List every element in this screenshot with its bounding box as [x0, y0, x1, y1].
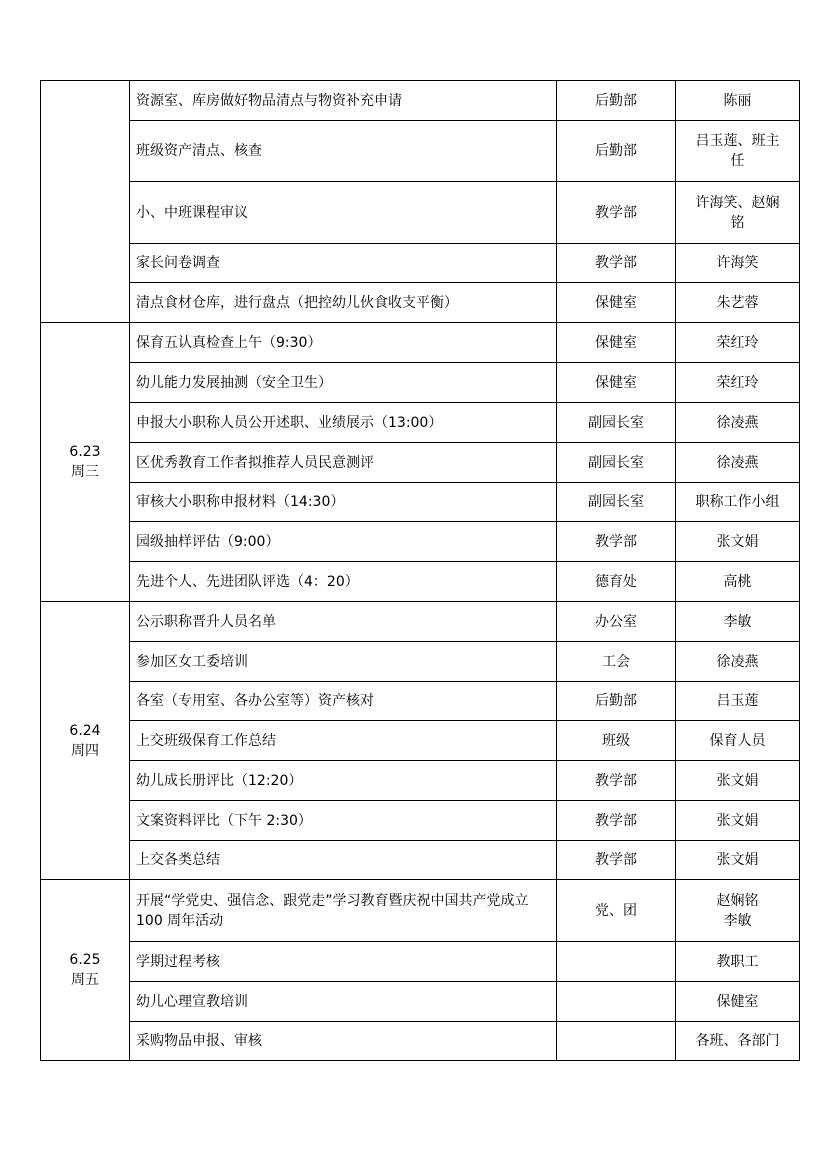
- table-row: [41, 982, 800, 1022]
- department-cell: 党、团: [557, 880, 676, 942]
- table-row: [41, 721, 800, 761]
- task-cell: 幼儿心理宣教培训: [130, 982, 557, 1022]
- responsible-name: 保育人员: [709, 732, 766, 749]
- responsible-cell: [676, 942, 800, 982]
- table-row: [41, 761, 800, 801]
- table-row: [41, 323, 800, 363]
- responsible-name: 任: [730, 153, 745, 169]
- date-text: 6.25: [69, 952, 101, 968]
- responsible-cell: [676, 522, 800, 562]
- responsible-name: 保健室: [716, 993, 759, 1010]
- date-text: 6.23: [69, 444, 101, 460]
- task-cell: 开展“学党史、强信念、跟党走”学习教育暨庆祝中国共产党成立 100 周年活动: [130, 880, 557, 942]
- table-row: [41, 121, 800, 182]
- responsible-name: 朱艺蓉: [716, 294, 759, 311]
- table-row: [41, 841, 800, 880]
- table-row: [41, 403, 800, 443]
- responsible-name: 许海笑: [716, 255, 759, 271]
- table-row: [41, 562, 800, 602]
- department-cell: 教学部: [557, 522, 676, 562]
- department-cell: 工会: [557, 642, 676, 682]
- department-cell: [557, 982, 676, 1022]
- weekday-text: 周三: [71, 464, 99, 480]
- task-cell: 幼儿能力发展抽测（安全卫生）: [130, 363, 557, 403]
- task-cell: 先进个人、先进团队评选（4：20）: [130, 562, 557, 602]
- schedule-body: [41, 81, 800, 1061]
- department-cell: 副园长室: [557, 403, 676, 443]
- task-cell: 上交班级保育工作总结: [130, 721, 557, 761]
- responsible-cell: [676, 1022, 800, 1061]
- weekday-text: 周五: [71, 972, 99, 988]
- task-cell: 清点食材仓库，进行盘点（把控幼儿伙食收支平衡）: [130, 283, 557, 323]
- department-cell: 教学部: [557, 244, 676, 283]
- department-cell: 后勤部: [557, 81, 676, 121]
- date-cell: [41, 602, 130, 880]
- responsible-cell: [676, 642, 800, 682]
- task-cell: 区优秀教育工作者拟推荐人员民意测评: [130, 443, 557, 483]
- department-cell: 副园长室: [557, 483, 676, 522]
- responsible-name: 徐凌燕: [716, 653, 759, 670]
- table-row: [41, 81, 800, 121]
- task-cell: 学期过程考核: [130, 942, 557, 982]
- task-cell: 公示职称晋升人员名单: [130, 602, 557, 642]
- responsible-name: 荣红玲: [716, 374, 759, 391]
- responsible-cell: [676, 182, 800, 244]
- department-cell: 班级: [557, 721, 676, 761]
- responsible-name: 张文娟: [716, 852, 759, 868]
- responsible-cell: [676, 483, 800, 522]
- responsible-cell: [676, 761, 800, 801]
- task-cell: 保育五认真检查上午（9:30）: [130, 323, 557, 363]
- responsible-cell: [676, 81, 800, 121]
- table-row: [41, 602, 800, 642]
- table-row: [41, 483, 800, 522]
- responsible-name: 吕玉莲、班主: [695, 133, 780, 149]
- table-row: [41, 443, 800, 483]
- task-cell: 小、中班课程审议: [130, 182, 557, 244]
- task-cell: 文案资料评比（下午 2:30）: [130, 801, 557, 841]
- task-cell: 园级抽样评估（9:00）: [130, 522, 557, 562]
- task-cell: 参加区女工委培训: [130, 642, 557, 682]
- task-cell: 上交各类总结: [130, 841, 557, 880]
- department-cell: [557, 1022, 676, 1061]
- department-cell: 教学部: [557, 182, 676, 244]
- date-text: 6.24: [69, 722, 101, 739]
- responsible-cell: [676, 323, 800, 363]
- task-cell: 班级资产清点、核查: [130, 121, 557, 182]
- responsible-cell: [676, 363, 800, 403]
- department-cell: 保健室: [557, 363, 676, 403]
- table-row: [41, 182, 800, 244]
- department-cell: 德育处: [557, 562, 676, 602]
- responsible-cell: [676, 682, 800, 721]
- table-row: [41, 283, 800, 323]
- table-row: [41, 880, 800, 942]
- responsible-cell: [676, 403, 800, 443]
- table-row: [41, 682, 800, 721]
- responsible-cell: [676, 562, 800, 602]
- responsible-name: 张文娟: [716, 533, 759, 550]
- department-cell: 保健室: [557, 323, 676, 363]
- responsible-name: 荣红玲: [716, 334, 759, 351]
- responsible-name: 张文娟: [716, 772, 759, 789]
- department-cell: 教学部: [557, 801, 676, 841]
- responsible-name: 徐凌燕: [716, 454, 759, 471]
- table-row: [41, 1022, 800, 1061]
- responsible-cell: [676, 443, 800, 483]
- responsible-name: 张文娟: [716, 812, 759, 829]
- responsible-cell: [676, 982, 800, 1022]
- date-cell: [41, 323, 130, 602]
- responsible-cell: [676, 721, 800, 761]
- table-row: [41, 801, 800, 841]
- responsible-cell: [676, 121, 800, 182]
- task-cell: 幼儿成长册评比（12:20）: [130, 761, 557, 801]
- department-cell: 教学部: [557, 841, 676, 880]
- department-cell: 教学部: [557, 761, 676, 801]
- responsible-name: 各班、各部门: [695, 1033, 780, 1049]
- responsible-name: 陈丽: [723, 92, 752, 109]
- responsible-cell: [676, 880, 800, 942]
- task-cell: 家长问卷调查: [130, 244, 557, 283]
- table-row: [41, 522, 800, 562]
- task-cell: 采购物品申报、审核: [130, 1022, 557, 1061]
- department-cell: 办公室: [557, 602, 676, 642]
- responsible-name: 李敏: [723, 912, 752, 929]
- department-cell: 副园长室: [557, 443, 676, 483]
- task-cell: 各室（专用室、各办公室等）资产核对: [130, 682, 557, 721]
- responsible-name: 职称工作小组: [695, 494, 780, 510]
- responsible-name: 高桃: [723, 573, 752, 590]
- responsible-name: 徐凌燕: [716, 414, 759, 431]
- department-cell: 保健室: [557, 283, 676, 323]
- department-cell: 后勤部: [557, 121, 676, 182]
- task-cell: 资源室、库房做好物品清点与物资补充申请: [130, 81, 557, 121]
- responsible-name: 教职工: [716, 953, 759, 970]
- table-row: [41, 942, 800, 982]
- task-cell: 审核大小职称申报材料（14:30）: [130, 483, 557, 522]
- table-row: [41, 244, 800, 283]
- date-cell: [41, 880, 130, 1061]
- table-row: [41, 642, 800, 682]
- responsible-name: 吕玉莲: [716, 693, 759, 709]
- responsible-name: 赵娴铭: [716, 892, 759, 909]
- task-cell: 申报大小职称人员公开述职、业绩展示（13:00）: [130, 403, 557, 443]
- responsible-name: 李敏: [723, 613, 752, 630]
- responsible-cell: [676, 602, 800, 642]
- responsible-cell: [676, 283, 800, 323]
- responsible-name: 铭: [730, 214, 745, 231]
- schedule-table: [40, 80, 800, 1061]
- responsible-cell: [676, 244, 800, 283]
- responsible-name: 许海笑、赵娴: [695, 194, 780, 211]
- weekday-text: 周四: [71, 742, 99, 759]
- department-cell: [557, 942, 676, 982]
- responsible-cell: [676, 801, 800, 841]
- date-cell: [41, 81, 130, 323]
- table-row: [41, 363, 800, 403]
- department-cell: 后勤部: [557, 682, 676, 721]
- responsible-cell: [676, 841, 800, 880]
